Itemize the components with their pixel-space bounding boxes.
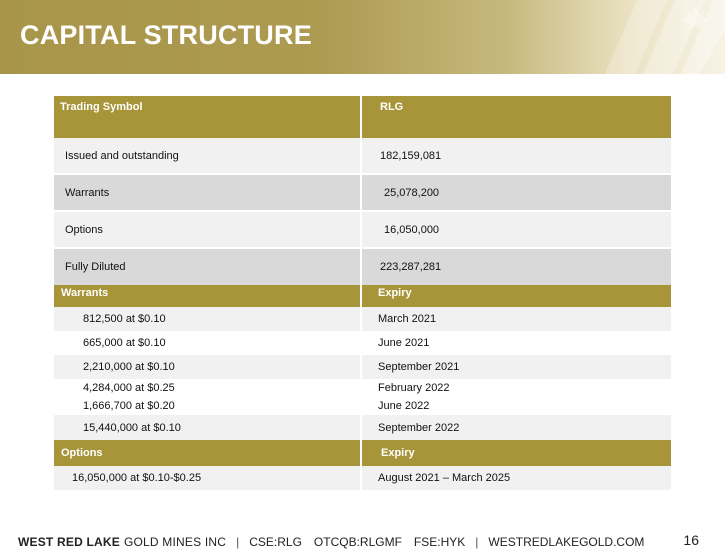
warrant-row (54, 307, 671, 331)
warrants-header-label: Warrants (54, 285, 360, 307)
footer-separator: | (475, 535, 479, 549)
trading-symbol-value: RLG (362, 96, 671, 138)
options-total-label: Options (54, 212, 360, 247)
footer-separator: | (236, 535, 240, 549)
issued-outstanding-value: 182,159,081 (362, 138, 671, 173)
ticker-otcqb: OTCQB:RLGMF (313, 535, 402, 549)
ticker-cse: CSE:RLG (249, 535, 302, 549)
options-total-value: 16,050,000 (362, 212, 671, 247)
warrant-expiry: June 2021 (362, 331, 671, 355)
warrant-expiry: September 2022 (362, 415, 671, 440)
warrant-row (54, 331, 671, 355)
company-name-rest: GOLD MINES INC (123, 535, 227, 549)
warrants-expiry-header: Expiry (362, 285, 671, 307)
warrant-amount: 4,284,000 at $0.25 (54, 379, 360, 397)
warrant-expiry: March 2021 (362, 307, 671, 331)
warrant-row (54, 379, 671, 397)
warrant-row (54, 397, 671, 415)
title-banner (0, 0, 725, 74)
summary-row (54, 249, 671, 285)
warrants-total-label: Warrants (54, 175, 360, 210)
warrant-amount: 2,210,000 at $0.10 (54, 355, 360, 379)
options-expiry-header: Expiry (362, 440, 671, 466)
warrants-header-row (54, 285, 671, 307)
fully-diluted-value: 223,287,281 (362, 249, 671, 285)
ticker-fse: FSE:HYK (413, 535, 466, 549)
options-header-label: Options (54, 440, 360, 466)
option-amount: 16,050,000 at $0.10-$0.25 (54, 466, 360, 490)
website-link[interactable]: WESTREDLAKEGOLD.COM (488, 535, 645, 549)
footer (18, 533, 708, 551)
page-number: 16 (683, 532, 699, 548)
option-expiry: August 2021 – March 2025 (362, 466, 671, 490)
summary-row (54, 138, 671, 175)
company-name-bold: WEST RED LAKE (18, 535, 120, 549)
summary-row (54, 175, 671, 212)
warrant-row (54, 415, 671, 440)
capital-structure-table (54, 96, 671, 490)
warrant-expiry: September 2021 (362, 355, 671, 379)
summary-header-row (54, 96, 671, 138)
page-title: CAPITAL STRUCTURE (20, 20, 312, 50)
issued-outstanding-label: Issued and outstanding (54, 138, 360, 173)
warrant-expiry: June 2022 (362, 397, 671, 415)
warrant-amount: 812,500 at $0.10 (54, 307, 360, 331)
warrant-amount: 15,440,000 at $0.10 (54, 415, 360, 440)
options-header-row (54, 440, 671, 466)
maple-leaf-chevron-decoration (575, 0, 725, 74)
warrants-total-value: 25,078,200 (362, 175, 671, 210)
fully-diluted-label: Fully Diluted (54, 249, 360, 285)
warrant-amount: 1,666,700 at $0.20 (54, 397, 360, 415)
summary-row (54, 212, 671, 249)
warrant-expiry: February 2022 (362, 379, 671, 397)
option-row (54, 466, 671, 490)
warrant-amount: 665,000 at $0.10 (54, 331, 360, 355)
warrant-row (54, 355, 671, 379)
trading-symbol-label: Trading Symbol (54, 96, 360, 138)
